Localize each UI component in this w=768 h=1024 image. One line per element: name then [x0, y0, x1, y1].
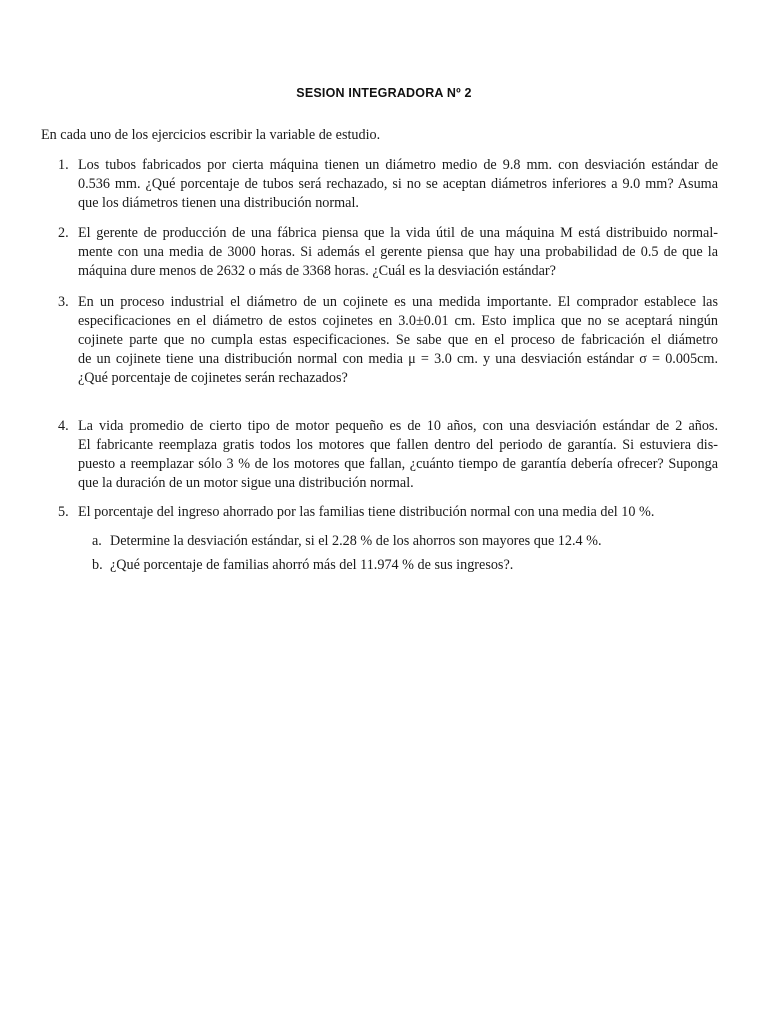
problem-line: Los tubos fabricados por cierta máquina tienen un diámetro medio de 9.8 mm. con desviación estándar de: [78, 157, 718, 173]
intro-text: En cada uno de los ejercicios escribir la variable de estudio.: [41, 127, 381, 143]
problem-line: puesto a reemplazar sólo 3 % de los motores que fallan, ¿cuánto tiempo de garantía debería ofrecer? Suponga: [78, 456, 718, 472]
subquestion-letter: a.: [92, 533, 102, 549]
problem-text: [78, 224, 718, 281]
problem-item: [0, 156, 768, 213]
problem-line: mente con una media de 3000 horas. Si además el gerente piensa que hay una probabilidad de 0.5 de que la: [78, 244, 718, 260]
problem-line: El gerente de producción de una fábrica piensa que la vida útil de una máquina M está distribuido normal-: [78, 225, 718, 241]
subquestion-text: ¿Qué porcentaje de familias ahorró más del 11.974 % de sus ingresos?.: [110, 557, 514, 573]
problem-line: máquina dure menos de 2632 o más de 3368 horas. ¿Cuál es la desviación estándar?: [78, 263, 556, 279]
problem-number: 4.: [58, 418, 69, 434]
problem-line: que la duración de un motor sigue una distribución normal.: [78, 475, 414, 491]
problem-text: [78, 417, 718, 493]
problem-item: [0, 293, 768, 388]
problem-line: La vida promedio de cierto tipo de motor pequeño es de 10 años, con una desviación estándar de 2 años.: [78, 418, 718, 434]
problem-line: El fabricante reemplaza gratis todos los motores que fallen dentro del periodo de garantía. Si estuviera dis-: [78, 437, 718, 453]
problem-item: [0, 224, 768, 281]
problem-line: 0.536 mm. ¿Qué porcentaje de tubos será rechazado, si no se aceptan diámetros inferiores a 9.0 mm? Asuma: [78, 176, 718, 192]
problem-line: cojinete parte que no cumpla estas especificaciones. Se sabe que en el proceso de fabricación el diámetro: [78, 332, 718, 348]
problem-line: que los diámetros tienen una distribución normal.: [78, 195, 359, 211]
problem-line: En un proceso industrial el diámetro de un cojinete es una medida importante. El comprador establece las: [78, 294, 718, 310]
subquestion-letter: b.: [92, 557, 103, 573]
problem-number: 5.: [58, 504, 69, 520]
problem-line: especificaciones en el diámetro de estos cojinetes en 3.0±0.01 cm. Esto implica que no se aceptará ningún: [78, 313, 718, 329]
subquestion-text: Determine la desviación estándar, si el 2.28 % de los ahorros son mayores que 12.4 %.: [110, 533, 602, 549]
problem-line: de un cojinete tiene una distribución normal con media μ = 3.0 cm. y una desviación estándar σ = 0.005cm.: [78, 351, 718, 367]
problem-text: [78, 293, 718, 388]
problem-number: 2.: [58, 225, 69, 241]
problem-text: [78, 156, 718, 213]
problem-text: [78, 503, 718, 522]
subquestion-list: [0, 532, 768, 575]
problem-number: 1.: [58, 157, 69, 173]
problem-line: ¿Qué porcentaje de cojinetes serán rechazados?: [78, 370, 348, 386]
page-title: SESION INTEGRADORA Nº 2: [296, 86, 472, 100]
subquestion-item: [0, 556, 768, 575]
problem-item: [0, 417, 768, 493]
problem-item: [0, 503, 768, 522]
problem-number: 3.: [58, 294, 69, 310]
problem-list: [0, 156, 768, 580]
subquestion-item: [0, 532, 768, 551]
problem-line: El porcentaje del ingreso ahorrado por las familias tiene distribución normal con una media del 10 %.: [78, 504, 655, 520]
